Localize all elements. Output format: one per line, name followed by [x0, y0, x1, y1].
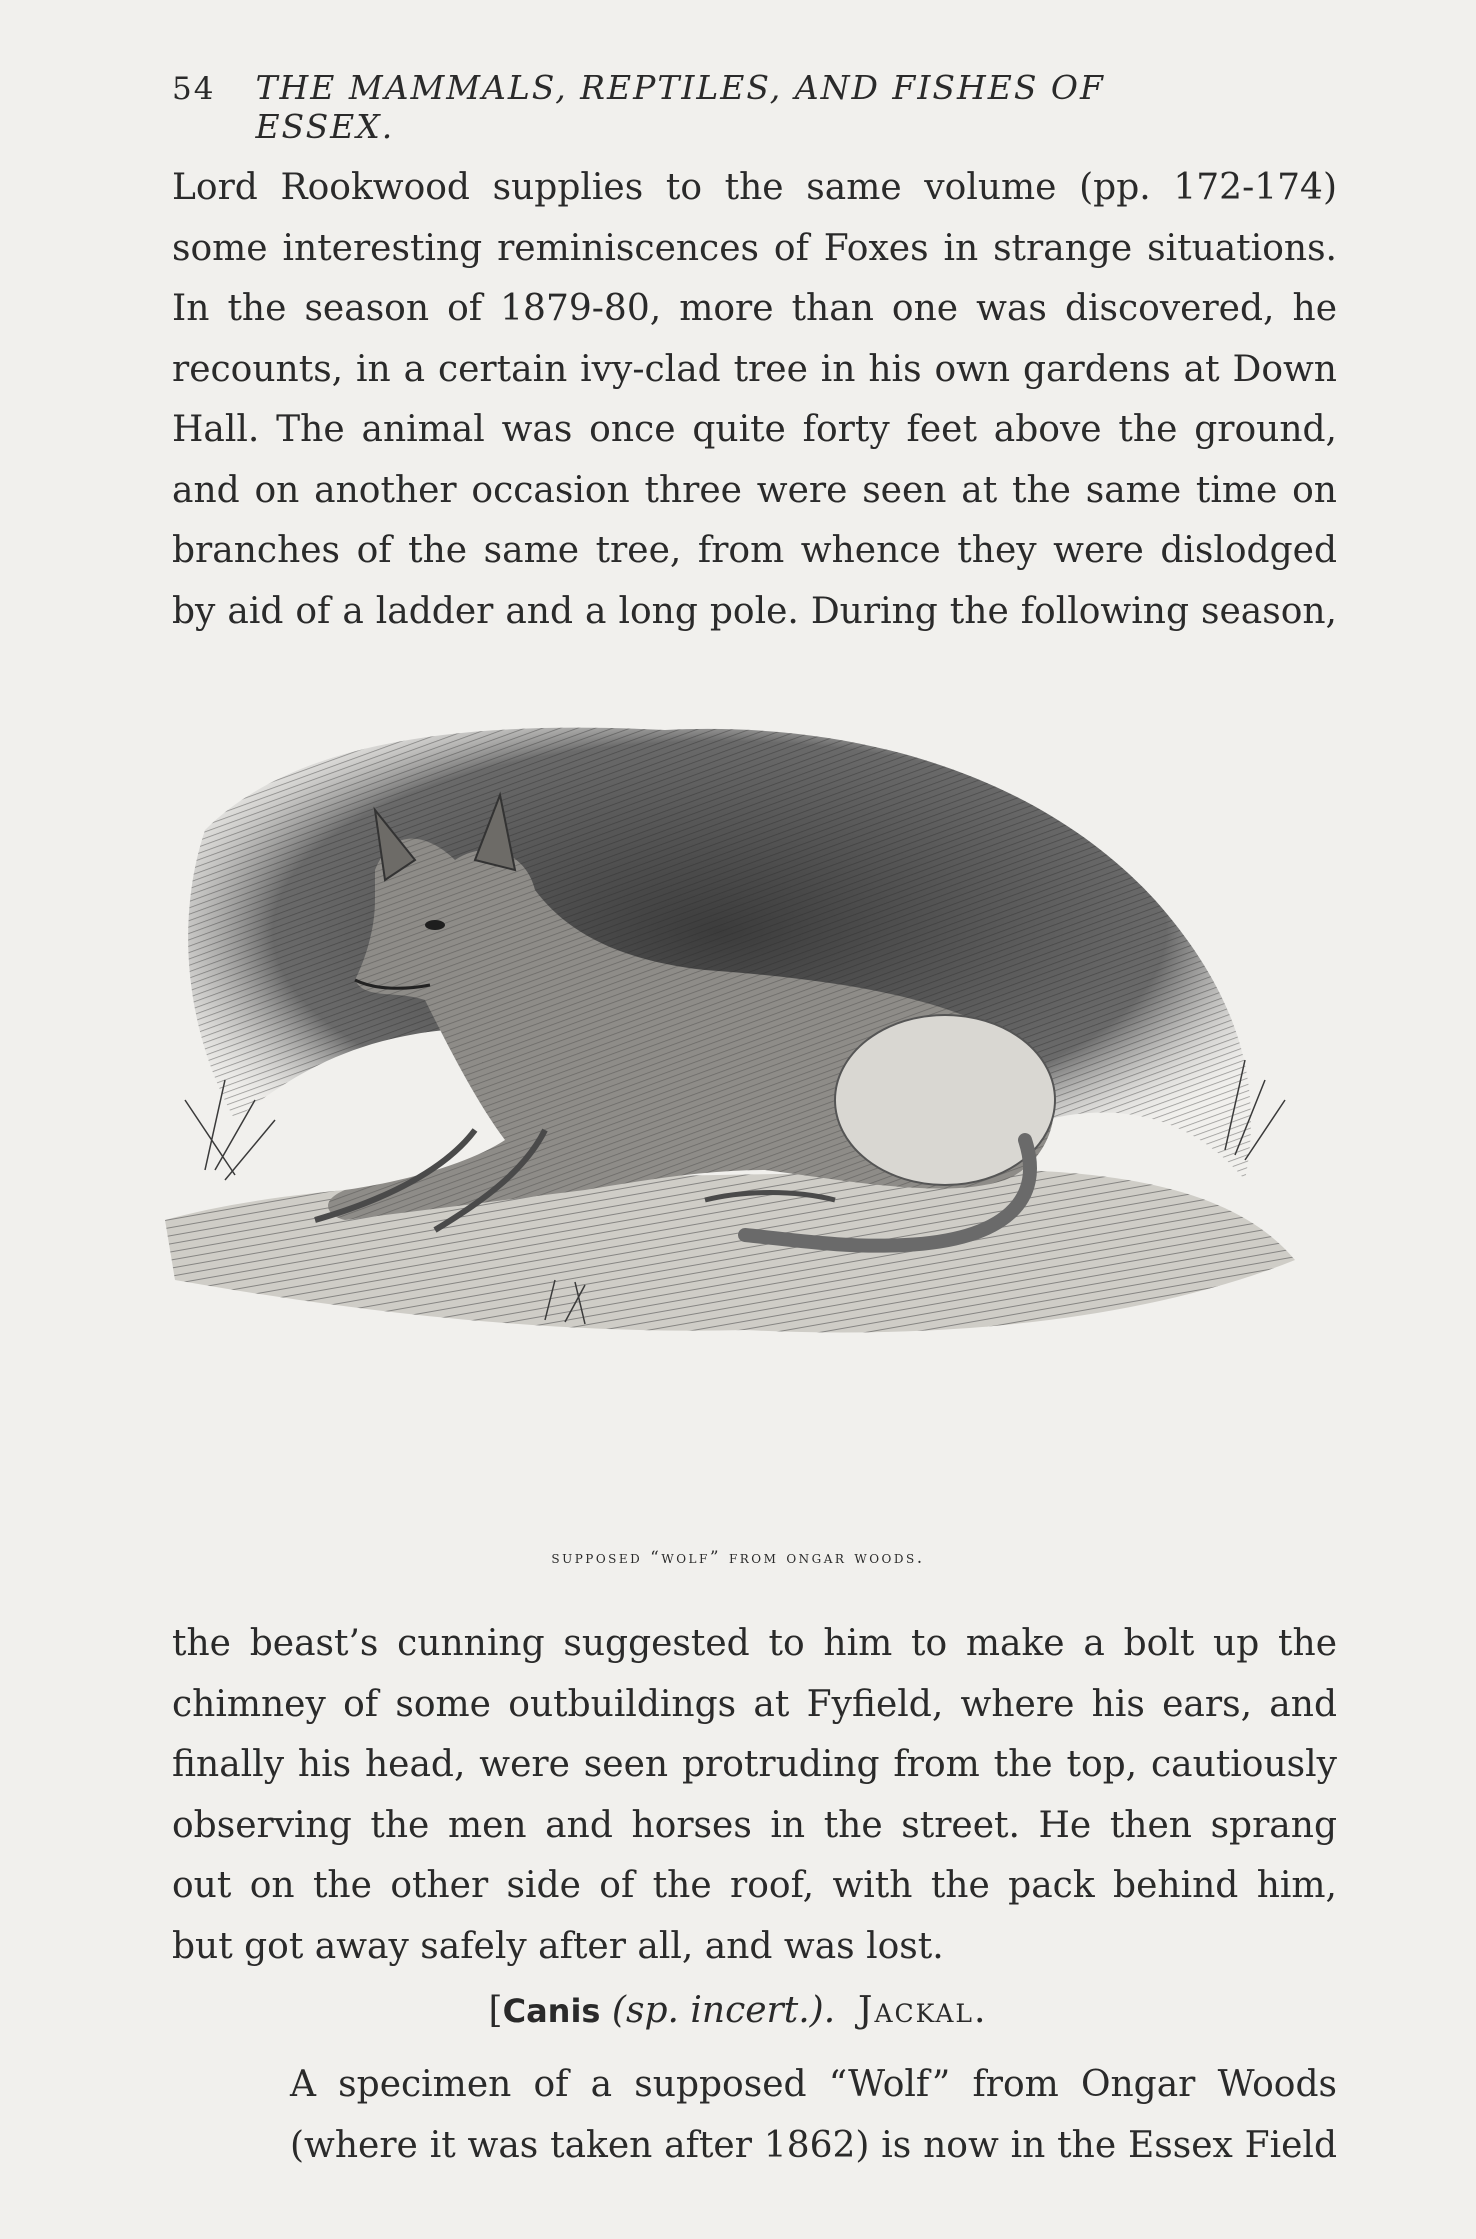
text-line: out on the other side of the roof, with the pack behind him,: [172, 1865, 1337, 1906]
text-line: the beast’s cunning suggested to him to make a bolt up the: [172, 1623, 1337, 1664]
paragraph-jackal-specimen: [290, 2055, 1337, 2176]
text-line: (where it was taken after 1862) is now in the Essex Field: [290, 2124, 1337, 2166]
paragraph-fox-reminiscences: [172, 158, 1337, 642]
page-number: 54: [172, 71, 216, 107]
text-line: by aid of a ladder and a long pole. During the following season,: [172, 590, 1337, 632]
text-line: Hall. The animal was once quite forty feet above the ground,: [172, 409, 1337, 450]
species-heading: [0, 1990, 1476, 2031]
wolf-engraving-icon: [145, 700, 1345, 1530]
text-line: recounts, in a certain ivy-clad tree in his own gardens at Down: [172, 348, 1337, 390]
text-line: In the season of 1879-80, more than one was discovered, he: [172, 288, 1337, 329]
text-line: chimney of some outbuildings at Fyfield, where his ears, and: [172, 1683, 1337, 1725]
common-name: Jackal.: [858, 1990, 988, 2031]
species-qualifier: (sp. incert.).: [611, 1990, 836, 2031]
running-title: THE MAMMALS, REPTILES, AND FISHES OF ESSEX.: [255, 68, 1105, 146]
text-line: but got away safely after all, and was lost.: [172, 1925, 944, 1967]
open-bracket: [: [488, 1990, 503, 2031]
text-line: branches of the same tree, from whence they were dislodged: [172, 530, 1337, 571]
text-line: some interesting reminiscences of Foxes in strange situations.: [172, 227, 1337, 269]
running-header: [172, 68, 1252, 146]
text-line: finally his head, were seen protruding from the top, cautiously: [172, 1744, 1337, 1785]
genus-name: Canis: [502, 1992, 601, 2030]
text-line: A specimen of a supposed “Wolf” from Ongar Woods: [290, 2064, 1337, 2105]
paragraph-fox-escape: [172, 1614, 1337, 1977]
text-line: Lord Rookwood supplies to the same volume (pp. 172-174): [172, 167, 1337, 208]
text-line: and on another occasion three were seen at the same time on: [172, 469, 1337, 511]
figure-caption: supposed “wolf” from ongar woods.: [551, 1548, 925, 1568]
text-line: observing the men and horses in the street. He then sprang: [172, 1804, 1337, 1846]
